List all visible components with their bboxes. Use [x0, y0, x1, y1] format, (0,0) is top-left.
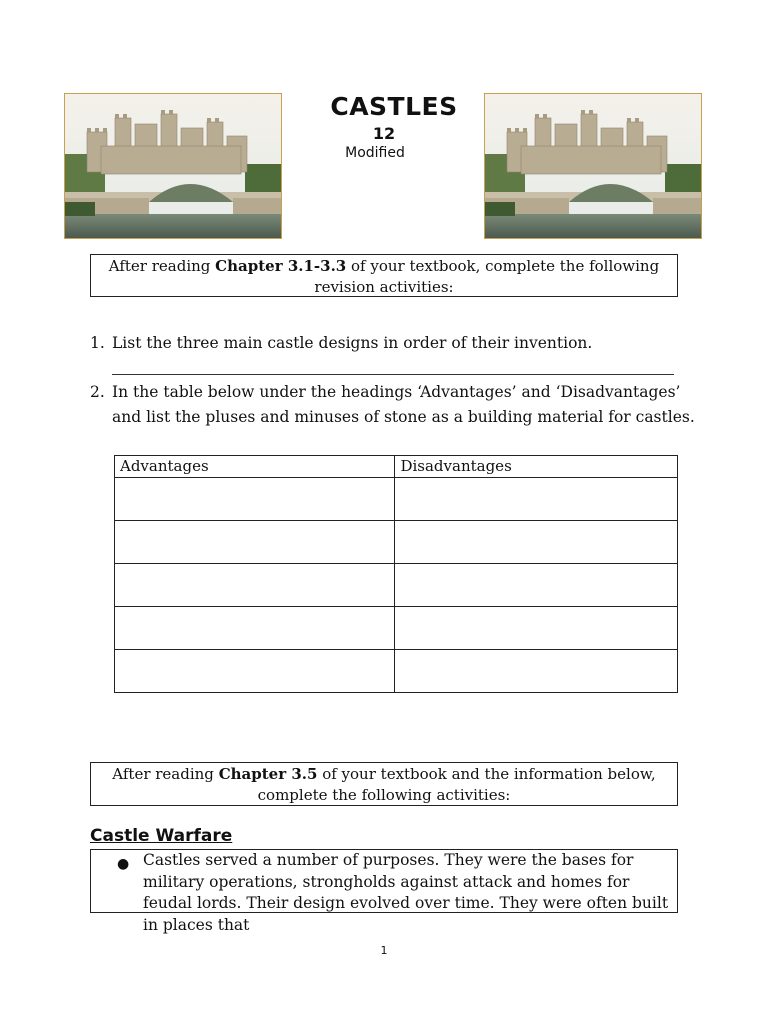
disadvantage-cell[interactable]: [395, 521, 678, 564]
instruction-box-1: [90, 254, 678, 297]
advantage-cell[interactable]: [115, 478, 395, 521]
castle-photo-right: [484, 93, 702, 239]
question-2-line-1: In the table below under the headings ‘Advantages’ and ‘Disadvantages’: [112, 383, 681, 401]
instruction-1-suffix: of your textbook, complete the following revision activities:: [314, 257, 660, 296]
disadvantage-cell[interactable]: [395, 564, 678, 607]
table-row: [115, 478, 678, 521]
instruction-1-prefix: After reading: [108, 257, 216, 275]
disadvantage-cell[interactable]: [395, 478, 678, 521]
bullet-text: Castles served a number of purposes. They were the bases for military operations, strongholds against attack and homes for feudal lords. Their design evolved over time. They were often built in places that: [143, 851, 669, 934]
table-row: [115, 650, 678, 693]
instruction-2-prefix: After reading: [112, 765, 219, 783]
section-heading: Castle Warfare: [90, 826, 233, 846]
subtitle: Modified: [345, 145, 405, 161]
question-1: [90, 331, 690, 357]
instruction-1-chapter: Chapter 3.1-3.3: [215, 257, 347, 275]
advantages-table: [114, 455, 678, 693]
instruction-box-2: [90, 762, 678, 806]
question-1-text: List the three main castle designs in order of their invention.: [112, 334, 593, 352]
table-row: [115, 564, 678, 607]
table-header-row: [115, 456, 678, 478]
table-row: [115, 607, 678, 650]
question-2-number: 2.: [90, 383, 105, 401]
advantage-cell[interactable]: [115, 650, 395, 693]
advantage-cell[interactable]: [115, 521, 395, 564]
header-advantages: Advantages: [115, 456, 395, 478]
question-2-line-2: and list the pluses and minuses of stone as a building material for castles.: [112, 408, 695, 426]
answer-line[interactable]: [112, 374, 674, 375]
instruction-2-chapter: Chapter 3.5: [218, 765, 318, 783]
question-1-number: 1.: [90, 334, 105, 352]
page-number: 1: [380, 944, 388, 957]
disadvantage-cell[interactable]: [395, 650, 678, 693]
advantage-cell[interactable]: [115, 607, 395, 650]
instruction-2-suffix: of your textbook and the information below, complete the following activities:: [257, 765, 656, 804]
disadvantage-cell[interactable]: [395, 607, 678, 650]
castle-photo-left: [64, 93, 282, 239]
page-title: CASTLES: [330, 92, 458, 121]
advantage-cell[interactable]: [115, 564, 395, 607]
bullet-icon: ●: [117, 856, 130, 872]
question-2: [90, 380, 695, 432]
header-disadvantages: Disadvantages: [395, 456, 678, 478]
year-level: 12: [372, 124, 396, 143]
table-row: [115, 521, 678, 564]
info-box: [90, 849, 678, 934]
